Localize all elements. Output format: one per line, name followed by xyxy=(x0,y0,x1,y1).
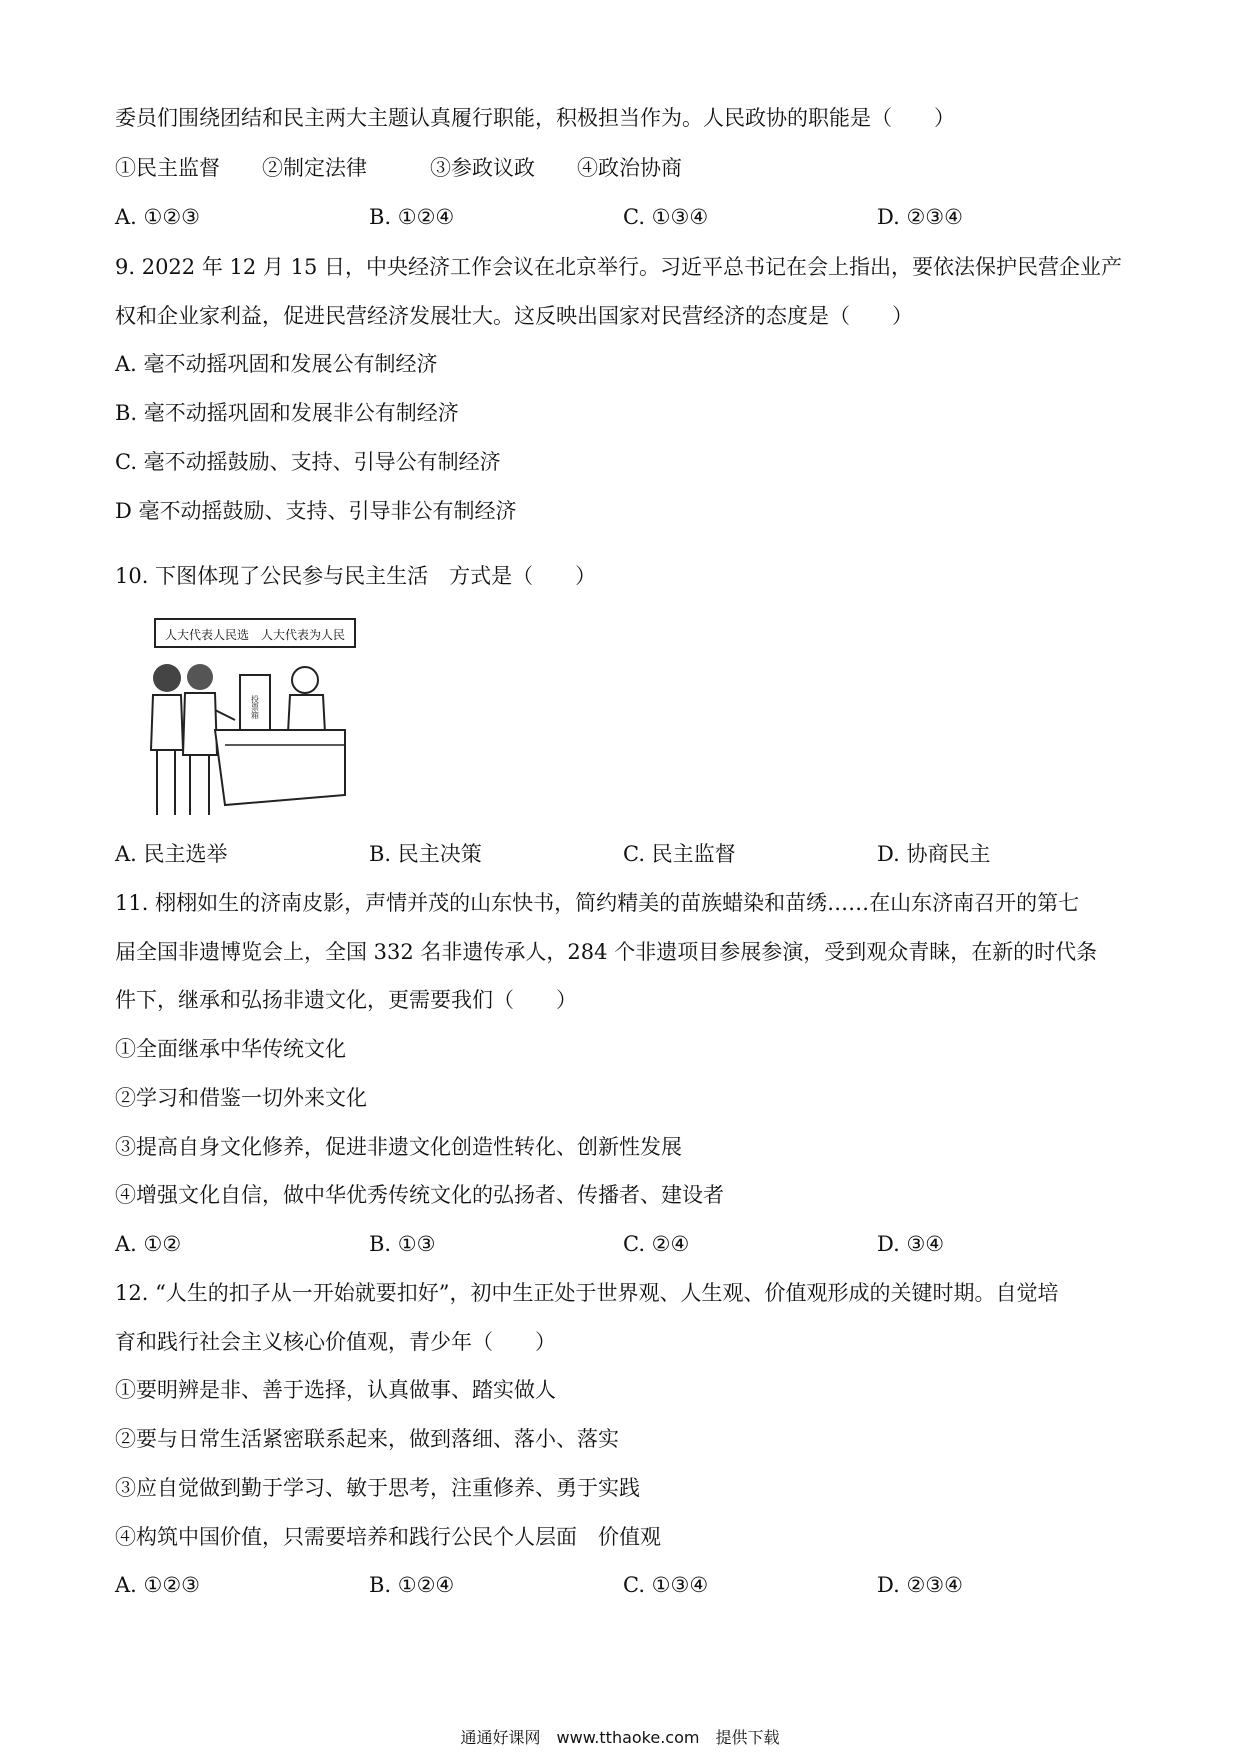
banner-text: 人大代表人民选 人大代表为人民 xyxy=(164,628,346,642)
official-body xyxy=(288,695,325,733)
option-b: B. 民主决策 xyxy=(369,842,482,866)
option-a: A. ①②③ xyxy=(115,205,200,229)
official-head xyxy=(292,667,318,693)
q10-options xyxy=(115,840,1135,868)
option-d: D. ②③④ xyxy=(877,205,963,229)
q12-options xyxy=(115,1571,1135,1599)
voting-illustration xyxy=(145,615,365,825)
option-d: D. ②③④ xyxy=(877,1573,963,1597)
q11-stem-line1: 11. 栩栩如生的济南皮影，声情并茂的山东快书，简约精美的苗族蜡染和苗绣……在山东济南召开的第七 xyxy=(115,891,1080,915)
option-c: C. ①③④ xyxy=(623,205,709,229)
option-b: B. ①②④ xyxy=(369,205,455,229)
woman-body xyxy=(151,695,183,750)
q8-options xyxy=(115,203,1135,231)
q12-item-4: ④构筑中国价值，只需要培养和践行公民个人层面 价值观 xyxy=(115,1525,661,1549)
q9-option-a: A. 毫不动摇巩固和发展公有制经济 xyxy=(115,352,438,376)
q12-item-3: ③应自觉做到勤于学习、敏于思考，注重修养、勇于实践 xyxy=(115,1476,640,1500)
q9-option-c: C. 毫不动摇鼓励、支持、引导公有制经济 xyxy=(115,450,501,474)
q12-stem-line2: 育和践行社会主义核心价值观，青少年（ ） xyxy=(115,1330,556,1354)
q12-stem-line1: 12. “人生的扣子从一开始就要扣好”，初中生正处于世界观、人生观、价值观形成的关键时期。自觉培 xyxy=(115,1281,1059,1305)
option-b: B. ①②④ xyxy=(369,1573,455,1597)
option-a: A. ①② xyxy=(115,1232,182,1256)
q12-item-1: ①要明辨是非、善于选择，认真做事、踏实做人 xyxy=(115,1378,556,1402)
ballot-box-label: 投票箱 xyxy=(250,695,260,719)
q11-stem-line3: 件下，继承和弘扬非遗文化，更需要我们（ ） xyxy=(115,988,577,1012)
q11-item-4: ④增强文化自信，做中华优秀传统文化的弘扬者、传播者、建设者 xyxy=(115,1183,724,1207)
q11-item-3: ③提高自身文化修养，促进非遗文化创造性转化、创新性发展 xyxy=(115,1135,682,1159)
q11-stem-line2: 届全国非遗博览会上，全国 332 名非遗传承人，284 个非遗项目参展参演，受到观众青睐，在新的时代条 xyxy=(115,940,1098,964)
q9-option-d: D 毫不动摇鼓励、支持、引导非公有制经济 xyxy=(115,499,517,523)
page-footer: 通通好课网 www.tthaoke.com 提供下载 xyxy=(460,1728,780,1747)
option-c: C. ①③④ xyxy=(623,1573,709,1597)
q9-stem-line2: 权和企业家利益，促进民营经济发展壮大。这反映出国家对民营经济的态度是（ ） xyxy=(115,304,913,328)
q10-stem: 10. 下图体现了公民参与民主生活 方式是（ ） xyxy=(115,564,597,588)
option-c: C. 民主监督 xyxy=(623,842,736,866)
q11-item-2: ②学习和借鉴一切外来文化 xyxy=(115,1086,367,1110)
q12-item-2: ②要与日常生活紧密联系起来，做到落细、落小、落实 xyxy=(115,1427,619,1451)
table xyxy=(215,730,345,805)
woman-head xyxy=(153,664,181,692)
option-a: A. ①②③ xyxy=(115,1573,200,1597)
q8-stem: 委员们围绕团结和民主两大主题认真履行职能，积极担当作为。人民政协的职能是（ ） xyxy=(115,106,955,130)
q11-item-1: ①全面继承中华传统文化 xyxy=(115,1037,346,1061)
q9-stem-line1: 9. 2022 年 12 月 15 日，中央经济工作会议在北京举行。习近平总书记在会上指出，要依法保护民营企业产 xyxy=(115,255,1122,279)
voter-head xyxy=(187,664,213,690)
voter-body xyxy=(183,693,217,755)
option-c: C. ②④ xyxy=(623,1232,690,1256)
option-b: B. ①③ xyxy=(369,1232,436,1256)
option-d: D. ③④ xyxy=(877,1232,945,1256)
option-d: D. 协商民主 xyxy=(877,842,991,866)
q11-options xyxy=(115,1230,1135,1258)
option-a: A. 民主选举 xyxy=(115,842,228,866)
q8-items: ①民主监督 ②制定法律 ③参政议政 ④政治协商 xyxy=(115,156,682,180)
q9-option-b: B. 毫不动摇巩固和发展非公有制经济 xyxy=(115,401,459,425)
